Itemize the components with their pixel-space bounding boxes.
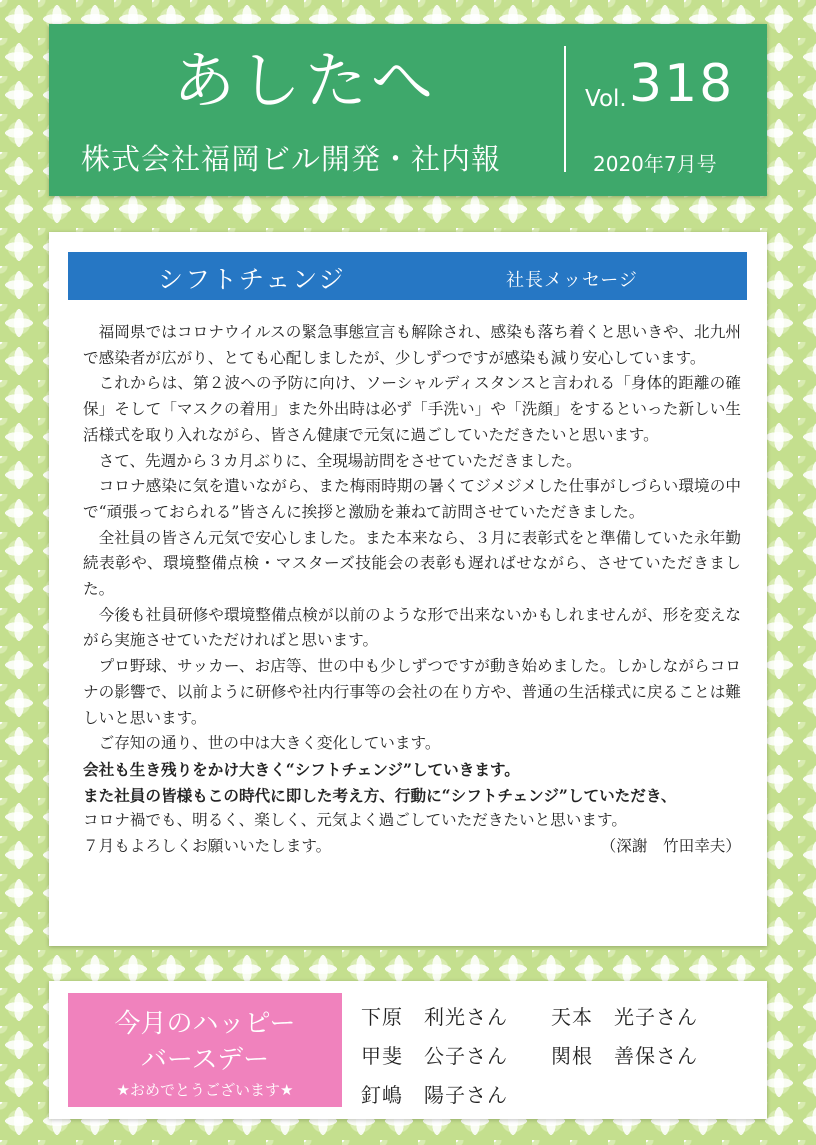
birthday-name: 天本 光子さん bbox=[551, 1005, 698, 1029]
birthday-tag bbox=[68, 993, 342, 1107]
header-divider bbox=[564, 46, 566, 172]
message-paragraph: これからは、第２波への予防に向け、ソーシャルディスタンスと言われる「身体的距離の確保」そして「マスクの着用」また外出時は必ず「手洗い」や「洗顔」をするといった新しい生活様式を取り入れながら、皆さん健康で元気に過ごしていただきたいと思います。 bbox=[83, 374, 741, 444]
message-title: シフトチェンジ bbox=[158, 265, 346, 294]
birthday-name: 下原 利光さん bbox=[361, 1005, 508, 1029]
message-paragraph: コロナ感染に気を遣いながら、また梅雨時期の暑くてジメジメした仕事がしづらい環境の中で“頑張っておられる”皆さんに挨拶と激励を兼ねて訪問させていただきました。 bbox=[83, 477, 741, 521]
message-label: 社長メッセージ bbox=[506, 270, 638, 291]
closing-text: ７月もよろしくお願いいたします。 bbox=[83, 837, 332, 856]
president-message-panel bbox=[49, 232, 767, 946]
issue-date: 2020年7月号 bbox=[593, 152, 717, 176]
volume-label: Vol. bbox=[585, 86, 627, 112]
message-closing bbox=[83, 834, 741, 860]
birthday-name: 関根 善保さん bbox=[551, 1044, 698, 1068]
birthday-name: 甲斐 公子さん bbox=[361, 1044, 508, 1068]
message-line: コロナ禍でも、明るく、楽しく、元気よく過ごしていただきたいと思います。 bbox=[83, 811, 627, 830]
message-paragraph: 今後も社員研修や環境整備点検が以前のような形で出来ないかもしれませんが、形を変えながら実施させていただければと思います。 bbox=[83, 605, 741, 650]
volume-number: 318 bbox=[629, 54, 735, 114]
message-paragraph: さて、先週から３カ月ぶりに、全現場訪問をさせていただきました。 bbox=[98, 451, 582, 470]
birthday-name: 釘嶋 陽子さん bbox=[361, 1083, 508, 1107]
message-paragraph: ご存知の通り、世の中は大きく変化しています。 bbox=[98, 734, 441, 753]
message-title-bar bbox=[68, 252, 747, 300]
message-bold-line: 会社も生き残りをかけ大きく“シフトチェンジ”していきます。 bbox=[83, 759, 520, 779]
message-paragraph: プロ野球、サッカー、お店等、世の中も少しずつですが動き始めました。しかしながらコロナの影響で、以前ように研修や社内行事等の会社の在り方や、普通の生活様式に戻ることは難しいと思います。 bbox=[83, 657, 741, 727]
birthday-panel bbox=[49, 981, 767, 1119]
birthday-title-line1: 今月のハッピー bbox=[114, 1009, 296, 1039]
message-paragraph: 全社員の皆さん元気で安心しました。また本来なら、３月に表彰式をと準備していた永年勤続表彰や、環境整備点検・マスターズ技能会の表彰も遅ればせながら、させていただきました。 bbox=[83, 528, 741, 599]
message-bold-line: また社員の皆様もこの時代に即した考え方、行動に“シフトチェンジ”していただき、 bbox=[83, 785, 677, 805]
newsletter-header bbox=[49, 24, 767, 196]
birthday-congrats: ★おめでとうございます★ bbox=[116, 1081, 294, 1099]
birthday-title-line2: バースデー bbox=[140, 1045, 270, 1075]
message-body bbox=[83, 320, 741, 860]
newsletter-title: あしたへ bbox=[173, 44, 438, 117]
signature: （深謝 竹田幸夫） bbox=[600, 837, 741, 856]
message-paragraph: 福岡県ではコロナウイルスの緊急事態宣言も解除され、感染も落ち着くと思いきや、北九州で感染者が広がり、とても心配しましたが、少しずつですが感染も減り安心しています。 bbox=[83, 323, 741, 367]
company-subtitle: 株式会社福岡ビル開発・社内報 bbox=[81, 142, 502, 176]
